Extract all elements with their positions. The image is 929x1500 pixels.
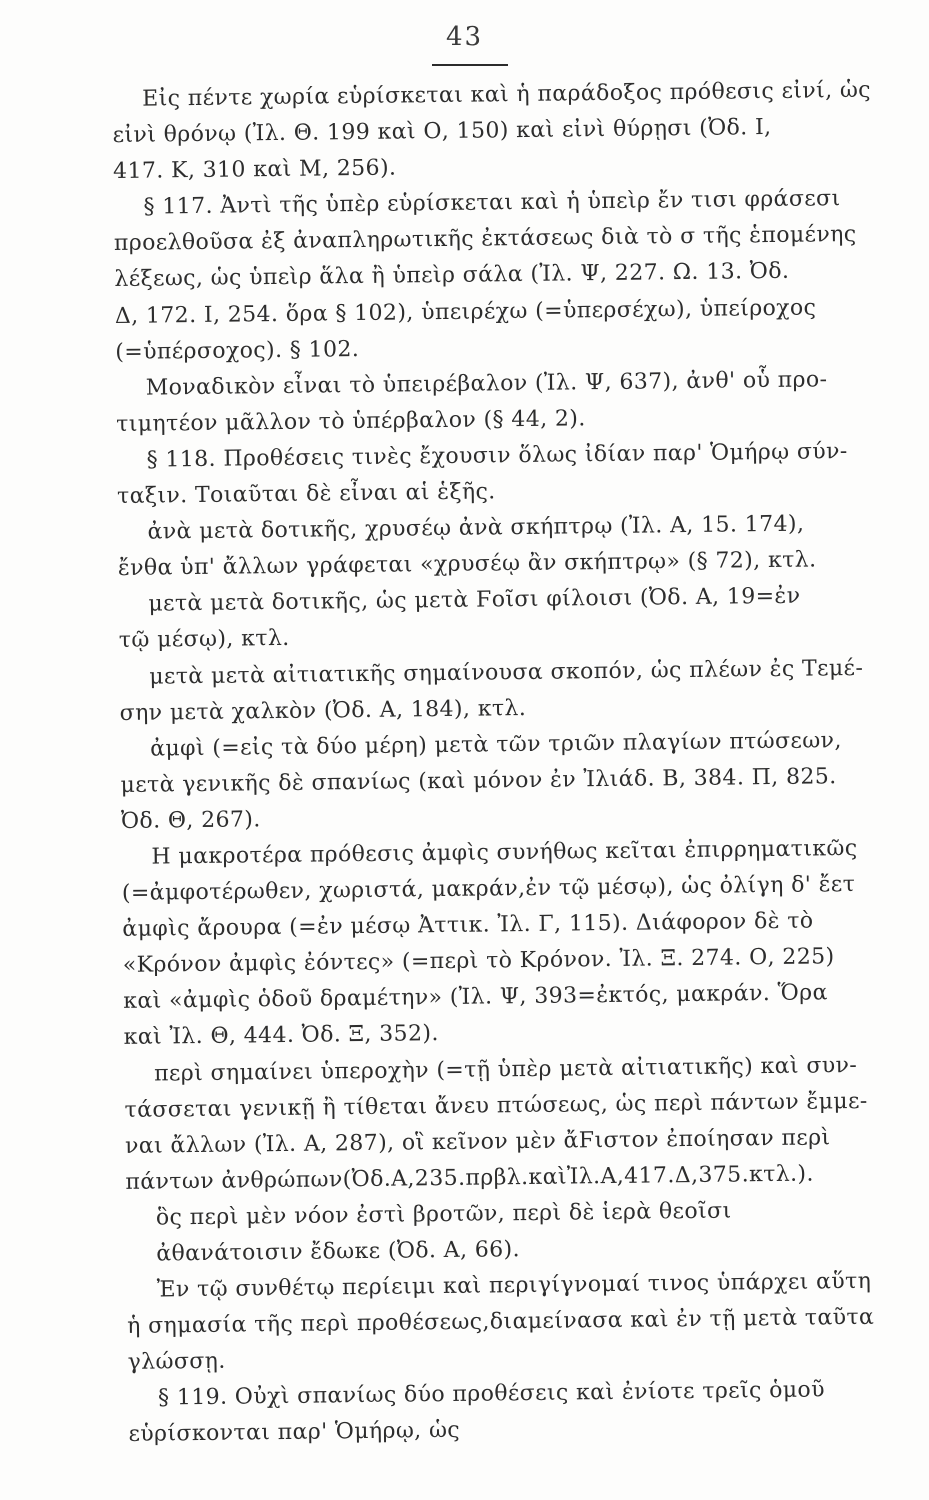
- text-line: ἔνθα ὑπ' ἄλλων γράφεται «χρυσέῳ ἂν σκήπτρῳ» (§ 72), κτλ.: [117, 547, 817, 582]
- page-number: 43: [445, 22, 484, 52]
- text-line: γλώσσῃ.: [127, 1348, 226, 1376]
- text-line: ἡ σημασία τῆς περὶ προθέσεως,διαμείνασα καὶ ἐν τῇ μετὰ ταῦτα: [127, 1304, 875, 1340]
- body-text: [112, 73, 889, 1454]
- text-line: ναι ἄλλων (Ἰλ. Α, 287), οἳ κεῖνον μὲν ἄϜιστον ἐποίησαν περὶ: [124, 1125, 831, 1159]
- text-line: ὃς περὶ μὲν νόον ἐστὶ βροτῶν, περὶ δὲ ἱερὰ θεοῖσι: [155, 1198, 732, 1231]
- text-line: ἀθανάτοισιν ἔδωκε (Ὀδ. Α, 66).: [156, 1237, 521, 1267]
- text-line: Μοναδικὸν εἶναι τὸ ὑπειρέβαλον (Ἰλ. Ψ, 637), ἀνθ' οὗ προ-: [145, 367, 828, 401]
- text-line: ἀμφὶ (=εἰς τὰ δύο μέρη) μετὰ τῶν τριῶν πλαγίων πτώσεων,: [149, 727, 842, 762]
- text-line: «Κρόνον ἀμφὶς ἐόντες» (=περὶ τὸ Κρόνον. Ἰλ. Ξ. 274. Ο, 225): [122, 944, 835, 979]
- text-line: εἰνὶ θρόνῳ (Ἰλ. Θ. 199 καὶ Ο, 150) καὶ εἰνὶ θύρῃσι (Ὀδ. Ι,: [112, 115, 772, 149]
- text-line: ἀμφὶς ἄρουρα (=ἐν μέσῳ Ἀττικ. Ἰλ. Γ, 115). Διάφορον δὲ τὸ: [122, 908, 814, 943]
- text-line: Δ, 172. Ι, 254. ὅρα § 102), ὑπειρέχω (=ὑπερσέχω), ὑπείροχος: [114, 294, 817, 329]
- text-line: (=ἀμφοτέρωθεν, χωριστά, μακράν,ἐν τῷ μέσῳ), ὡς ὀλίγη δ' ἔετ: [121, 872, 856, 907]
- text-line: καὶ «ἀμφὶς ὁδοῦ δραμέτην» (Ἰλ. Ψ, 393=ἐκτός, μακράν. Ὅρα: [123, 980, 828, 1015]
- text-line: εὑρίσκονται παρ' Ὁμήρῳ, ὡς: [128, 1418, 461, 1448]
- text-line: περὶ σημαίνει ὑπεροχὴν (=τῇ ὑπὲρ μετὰ αἰτιατικῆς) καὶ συν-: [153, 1052, 858, 1087]
- text-line: ταξιν. Τοιαῦται δὲ εἶναι αἱ ἑξῆς.: [116, 479, 496, 509]
- header-rule: [432, 64, 508, 66]
- text-line: ἀνὰ μετὰ δοτικῆς, χρυσέῳ ἀνὰ σκήπτρῳ (Ἰλ. Α, 15. 174),: [147, 511, 805, 545]
- text-line: μετὰ μετὰ δοτικῆς, ὡς μετὰ Ϝοῖσι φίλοισι (Ὀδ. Α, 19=ἐν: [148, 583, 801, 617]
- text-line: μετὰ μετὰ αἰτιατικῆς σημαίνουσα σκοπόν, ὡς πλέων ἐς Τεμέ-: [149, 655, 864, 690]
- text-line: μετὰ γενικῆς δὲ σπανίως (καὶ μόνον ἐν Ἰλιάδ. Β, 384. Π, 825.: [120, 763, 837, 798]
- text-line: προελθοῦσα ἐξ ἀναπληρωτικῆς ἐκτάσεως διὰ τὸ σ τῆς ἑπομένης: [113, 222, 857, 257]
- text-line: Η μακροτέρα πρόθεσις ἀμφὶς συνήθως κεῖται ἐπιρρηματικῶς: [151, 835, 858, 870]
- text-line: Ὀδ. Θ, 267).: [120, 807, 261, 834]
- text-line: πάντων ἀνθρώπων(Ὀδ.Α,235.πρβλ.καὶἸλ.Α,417.Δ,375.κτλ.).: [125, 1161, 815, 1195]
- text-line: καὶ Ἰλ. Θ, 444. Ὀδ. Ξ, 352).: [123, 1021, 439, 1051]
- text-line: § 117. Ἀντὶ τῆς ὑπὲρ εὑρίσκεται καὶ ἡ ὑπεὶρ ἔν τισι φράσεσι: [143, 186, 841, 220]
- text-line: § 119. Οὐχὶ σπανίως δύο προθέσεις καὶ ἐνίοτε τρεῖς ὁμοῦ: [157, 1377, 826, 1411]
- text-line: 417. Κ, 310 καὶ Μ, 256).: [112, 155, 397, 185]
- text-line: § 118. Προθέσεις τινὲς ἔχουσιν ὅλως ἰδίαν παρ' Ὁμήρῳ σύν-: [146, 438, 848, 473]
- text-line: Ἐν τῷ συνθέτῳ περίειμι καὶ περιγίγνομαί τινος ὑπάρχει αὕτη: [156, 1268, 872, 1303]
- text-line: (=ὑπέρσοχος). § 102.: [115, 336, 360, 365]
- text-line: τάσσεται γενικῇ ἢ τίθεται ἄνευ πτώσεως, ὡς περὶ πάντων ἔμμε-: [124, 1088, 868, 1123]
- text-line: λέξεως, ὡς ὑπεὶρ ἅλα ἢ ὑπεὶρ σάλα (Ἰλ. Ψ, 227. Ω. 13. Ὀδ.: [114, 259, 790, 293]
- text-line: σην μετὰ χαλκὸν (Ὀδ. Α, 184), κτλ.: [119, 695, 527, 726]
- text-line: τιμητέον μᾶλλον τὸ ὑπέρβαλον (§ 44, 2).: [116, 406, 586, 437]
- text-line: τῷ μέσῳ), κτλ.: [118, 626, 290, 654]
- text-line: Εἰς πέντε χωρία εὑρίσκεται καὶ ἡ παράδοξος πρόθεσις εἰνί, ὡς: [142, 77, 872, 112]
